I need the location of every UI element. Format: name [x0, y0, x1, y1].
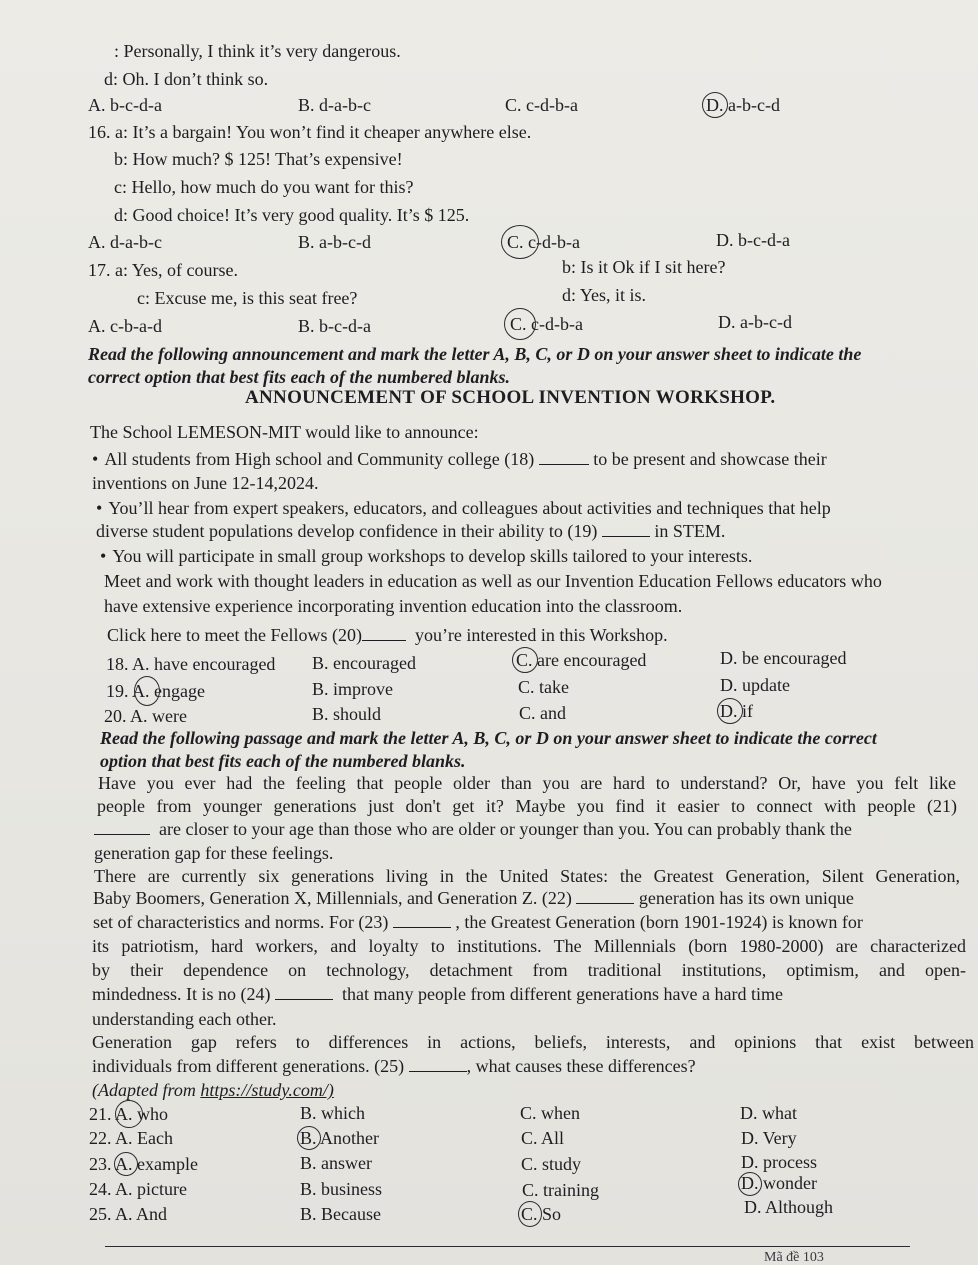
- announcement-para1-line1: Meet and work with thought leaders in education as well as our Invention Education Fellows educators who: [104, 571, 882, 591]
- q18-option-c: C. are encouraged: [516, 650, 647, 670]
- q19-option-c: C. take: [518, 677, 569, 697]
- passage-line-10: [92, 983, 783, 1005]
- passage-line-9: by their dependence on technology, detachment from traditional institutions, optimism, and open-: [92, 960, 966, 980]
- bullet-icon: [96, 498, 108, 518]
- announcement-bullet1-line2: inventions on June 12-14,2024.: [92, 473, 319, 493]
- q24-option-d: D. wonder: [741, 1173, 817, 1193]
- passage-line-1: Have you ever had the feeling that people older than you are hard to understand? Or, have you felt like: [98, 773, 956, 793]
- instruction-passage-line2: option that best fits each of the numbered blanks.: [100, 751, 466, 771]
- passage-line-6-part1: Baby Boomers, Generation X, Millennials, and Generation Z. (22): [93, 888, 572, 908]
- q23-option-a: 23. A. example: [89, 1154, 198, 1174]
- passage-line-12: Generation gap refers to differences in actions, beliefs, interests, and opinions that exist between: [92, 1032, 974, 1052]
- instruction-announcement-line2: correct option that best fits each of the numbered blanks.: [88, 367, 511, 387]
- announcement-intro: The School LEMESON-MIT would like to announce:: [90, 422, 479, 442]
- announcement-bullet2-line1: [96, 497, 831, 519]
- passage-line-3-text: are closer to your age than those who are older or younger than you. You can probably thank the: [159, 819, 852, 839]
- passage-line-2: people from younger generations just don't get it? Maybe you find it easier to connect with people (21): [97, 796, 957, 816]
- announcement-bullet2-line2: [96, 520, 725, 542]
- bullet3-text: You will participate in small group workshops to develop skills tailored to your interests.: [112, 546, 753, 566]
- instruction-passage-line1: Read the following passage and mark the letter A, B, C, or D on your answer sheet to indicate the correct: [100, 728, 877, 748]
- passage-line-6-part2: generation has its own unique: [638, 888, 854, 908]
- blank-25: [409, 1057, 467, 1072]
- announcement-para2: [107, 624, 668, 646]
- passage-line-10-part2: that many people from different generations have a hard time: [341, 984, 783, 1004]
- blank-19: [602, 522, 650, 537]
- q21-answer-circle: [115, 1100, 143, 1128]
- announcement-bullet3: [100, 545, 752, 567]
- q18-answer-circle: [512, 647, 538, 673]
- q22-answer-circle: [297, 1126, 321, 1150]
- blank-23: [393, 913, 451, 928]
- q21-option-a: 21. A. who: [89, 1104, 169, 1124]
- announcement-title: ANNOUNCEMENT OF SCHOOL INVENTION WORKSHOP.: [245, 387, 776, 408]
- q20-option-d: D. if: [720, 701, 753, 721]
- q25-option-a: 25. A. And: [89, 1204, 168, 1224]
- q21-option-c: C. when: [520, 1103, 580, 1123]
- q17-answer-circle: [504, 308, 536, 340]
- q21-option-d: D. what: [740, 1103, 797, 1123]
- q16-option-b: B. a-b-c-d: [298, 232, 371, 252]
- q20-answer-circle: [717, 698, 743, 724]
- passage-line-6: [93, 887, 854, 909]
- q20-option-c: C. and: [519, 703, 566, 723]
- q19-option-d: D. update: [720, 675, 790, 695]
- passage-line-8: its patriotism, hard workers, and loyalty to institutions. The Millennials (born 1980-2000) are characterized: [92, 936, 966, 956]
- para2-text-part2: you’re interested in this Workshop.: [414, 625, 668, 645]
- q25-option-c: C. So: [521, 1204, 562, 1224]
- passage-line-3: [94, 818, 852, 840]
- announcement-para1-line2: have extensive experience incorporating invention education into the classroom.: [104, 596, 683, 616]
- q24-answer-circle: [738, 1172, 762, 1196]
- instruction-announcement-line1: Read the following announcement and mark the letter A, B, C, or D on your answer sheet to indicate the: [88, 344, 862, 364]
- q19-option-b: B. improve: [312, 679, 393, 699]
- bullet-icon: [100, 546, 112, 566]
- q24-option-b: B. business: [300, 1179, 383, 1199]
- q17-option-b: B. b-c-d-a: [298, 316, 371, 336]
- bullet1-text-part1: All students from High school and Community college (18): [104, 449, 535, 469]
- q16-line-c: c: Hello, how much do you want for this?: [114, 177, 414, 197]
- q16-option-a: A. d-a-b-c: [88, 232, 162, 252]
- q23-answer-circle: [114, 1152, 138, 1176]
- q16-answer-circle: [501, 225, 539, 259]
- q15-option-c: C. c-d-b-a: [505, 95, 578, 115]
- q23-option-b: B. answer: [300, 1153, 372, 1173]
- q17-option-a: A. c-b-a-d: [88, 316, 162, 336]
- blank-24: [275, 985, 333, 1000]
- source-prefix: (Adapted from: [92, 1080, 201, 1100]
- footer-rule: [105, 1246, 910, 1247]
- footer-exam-code: Mã đề 103: [764, 1250, 824, 1265]
- q17-option-c: C. c-d-b-a: [510, 314, 583, 334]
- q20-option-b: B. should: [312, 704, 382, 724]
- q22-option-b: B. Another: [300, 1128, 379, 1148]
- passage-line-7-part2: , the Greatest Generation (born 1901-1924) is known for: [455, 912, 863, 932]
- passage-line-4: generation gap for these feelings.: [94, 843, 334, 863]
- q18-option-a: 18. A. have encouraged: [106, 654, 276, 674]
- q15-option-b: B. d-a-b-c: [298, 95, 371, 115]
- q18-option-d: D. be encouraged: [720, 648, 847, 668]
- q25-option-d: D. Although: [744, 1197, 834, 1217]
- passage-line-13-part1: individuals from different generations. (25): [92, 1056, 405, 1076]
- passage-line-13-part2: , what causes these differences?: [466, 1056, 696, 1076]
- passage-line-5: There are currently six generations living in the United States: the Greatest Generation, Silent Generation,: [94, 866, 960, 886]
- passage-source: [92, 1079, 334, 1101]
- passage-line-13: [92, 1055, 696, 1077]
- q25-answer-circle: [518, 1201, 542, 1227]
- bullet2-text-line1: You’ll hear from expert speakers, educators, and colleagues about activities and techniques that help: [108, 498, 831, 518]
- q15-answer-circle: [702, 92, 728, 118]
- blank-21: [94, 820, 150, 835]
- q16-option-c: C. c-d-b-a: [507, 232, 580, 252]
- announcement-bullet1-line1: [92, 448, 827, 470]
- q17-line-a: 17. a: Yes, of course.: [88, 260, 238, 280]
- q24-option-c: C. training: [522, 1180, 599, 1200]
- q17-option-d: D. a-b-c-d: [718, 312, 792, 332]
- passage-line-10-part1: mindedness. It is no (24): [92, 984, 271, 1004]
- para2-text-part1: Click here to meet the Fellows (20): [107, 625, 362, 645]
- blank-18: [539, 450, 589, 465]
- q17-line-b: b: Is it Ok if I sit here?: [562, 257, 726, 277]
- q21-option-b: B. which: [300, 1103, 365, 1123]
- q15-line-d: d: Oh. I don’t think so.: [104, 69, 269, 89]
- q18-option-b: B. encouraged: [312, 653, 416, 673]
- passage-line-7-part1: set of characteristics and norms. For (23): [93, 912, 389, 932]
- q25-option-b: B. Because: [300, 1204, 381, 1224]
- bullet1-text-part2: to be present and showcase their: [593, 449, 827, 469]
- q16-line-b: b: How much? $ 125! That’s expensive!: [114, 149, 403, 169]
- bullet2-text-part2: in STEM.: [654, 521, 726, 541]
- q15-line-c: : Personally, I think it’s very dangerous.: [114, 41, 401, 61]
- q16-line-d: d: Good choice! It’s very good quality. It’s $ 125.: [114, 205, 470, 225]
- q22-option-a: 22. A. Each: [89, 1128, 173, 1148]
- source-link[interactable]: https://study.com/): [200, 1080, 334, 1100]
- bullet2-text-part1: diverse student populations develop confidence in their ability to (19): [96, 521, 598, 541]
- q22-option-c: C. All: [521, 1128, 565, 1148]
- passage-line-7: [93, 911, 863, 933]
- q23-option-c: C. study: [521, 1154, 582, 1174]
- q19-answer-circle: [134, 676, 160, 706]
- q17-line-d: d: Yes, it is.: [562, 285, 647, 305]
- passage-line-11: understanding each other.: [92, 1009, 277, 1029]
- q20-option-a: 20. A. were: [104, 706, 187, 726]
- blank-22: [576, 889, 634, 904]
- q19-option-a: 19. A. engage: [106, 681, 205, 701]
- q15-option-d: D. a-b-c-d: [706, 95, 780, 115]
- bullet-icon: [92, 449, 104, 469]
- q24-option-a: 24. A. picture: [89, 1179, 187, 1199]
- q23-option-d: D. process: [741, 1152, 817, 1172]
- q16-line-a: 16. a: It’s a bargain! You won’t find it cheaper anywhere else.: [88, 122, 532, 142]
- q22-option-d: D. Very: [741, 1128, 797, 1148]
- q17-line-c: c: Excuse me, is this seat free?: [137, 288, 358, 308]
- q15-option-a: A. b-c-d-a: [88, 95, 162, 115]
- q16-option-d: D. b-c-d-a: [716, 230, 790, 250]
- blank-20: [362, 626, 406, 641]
